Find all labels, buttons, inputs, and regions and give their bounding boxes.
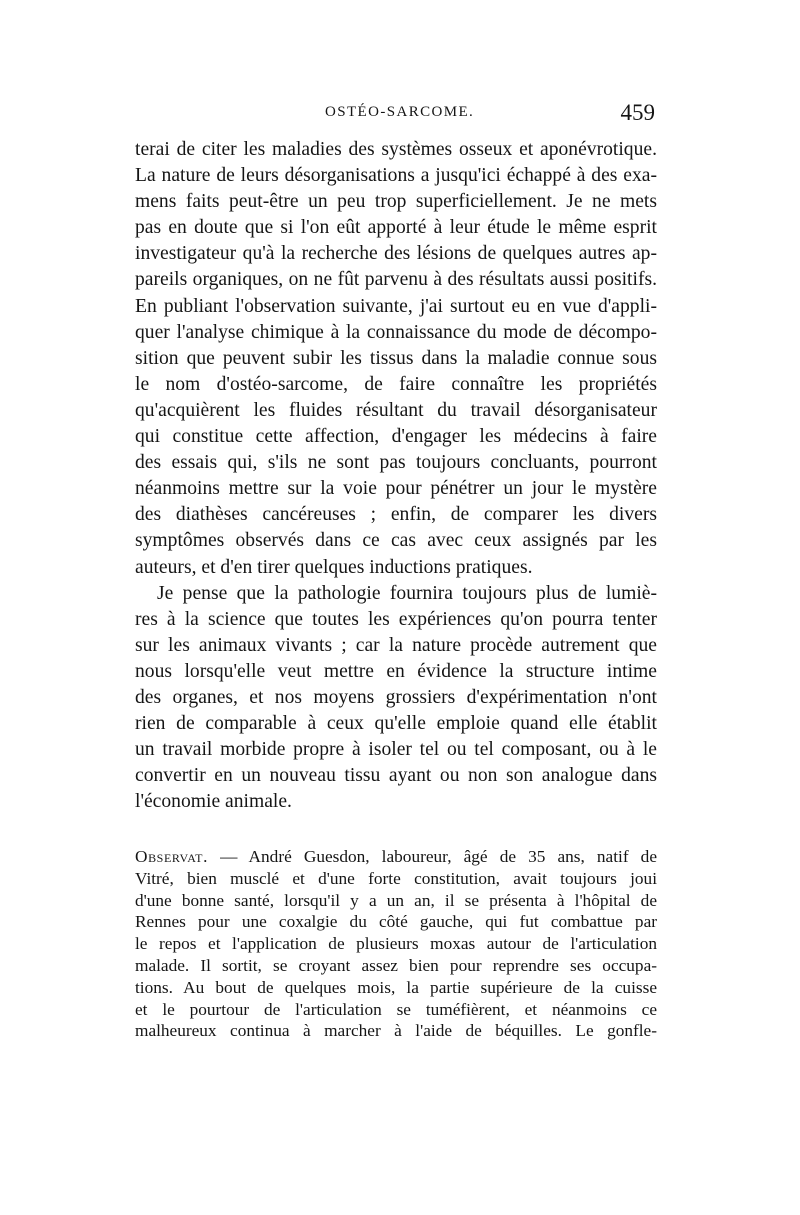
observation-first-line bbox=[135, 846, 657, 868]
observation-line: malheureux continua à marcher à l'aide de béquilles. Le gonfle- bbox=[135, 1021, 657, 1041]
text-line: mens faits peut-être un peu trop superficiellement. Je ne mets bbox=[135, 191, 657, 213]
text-line: terai de citer les maladies des systèmes osseux et aponévrotique. bbox=[135, 139, 657, 160]
observation-first-line-text: — André Guesdon, laboureur, âgé de 35 ans, natif de bbox=[208, 847, 657, 866]
text-line: auteurs, et d'en tirer quelques inductions pratiques. bbox=[135, 556, 533, 578]
text-line: res à la science que toutes les expériences qu'on pourra tenter bbox=[135, 608, 657, 630]
observation-line: tions. Au bout de quelques mois, la partie supérieure de la cuisse bbox=[135, 977, 657, 997]
running-header bbox=[135, 100, 657, 130]
text-line: un travail morbide propre à isoler tel ou tel composant, ou à le bbox=[135, 739, 657, 761]
observation-line: malade. Il sortit, se croyant assez bien pour reprendre ses occupa- bbox=[135, 955, 657, 975]
observation-line: Vitré, bien musclé et d'une forte constitution, avait toujours joui bbox=[135, 868, 657, 888]
text-line: qui constitue cette affection, d'engager les médecins à faire bbox=[135, 426, 657, 448]
text-line: En publiant l'observation suivante, j'ai surtout eu en vue d'appli- bbox=[135, 295, 657, 317]
text-line: néanmoins mettre sur la voie pour pénétrer un jour le mystère bbox=[135, 478, 657, 500]
running-title: OSTÉO-SARCOME. bbox=[325, 104, 475, 120]
text-line: quer l'analyse chimique à la connaissance du mode de décompo- bbox=[135, 321, 657, 343]
text-line: qu'acquièrent les fluides résultant du travail désorganisateur bbox=[135, 399, 657, 421]
text-line: des diathèses cancéreuses ; enfin, de comparer les divers bbox=[135, 504, 657, 526]
text-line: pas en doute que si l'on eût apporté à leur étude le même esprit bbox=[135, 217, 657, 239]
text-line: l'économie animale. bbox=[135, 791, 292, 813]
text-line: La nature de leurs désorganisations a jusqu'ici échappé à des exa- bbox=[135, 165, 657, 187]
text-line: sur les animaux vivants ; car la nature procède autrement que bbox=[135, 634, 657, 656]
text-line: pareils organiques, on ne fût parvenu à des résultats aussi positifs. bbox=[135, 269, 657, 291]
observation-line: le repos et l'application de plusieurs moxas autour de l'articulation bbox=[135, 934, 657, 954]
observation-block bbox=[135, 846, 657, 1042]
text-line: nous lorsqu'elle veut mettre en évidence la structure intime bbox=[135, 660, 657, 682]
text-line: rien de comparable à ceux qu'elle emploie quand elle établit bbox=[135, 713, 657, 735]
text-line: convertir en un nouveau tissu ayant ou non son analogue dans bbox=[135, 765, 657, 787]
text-line: investigateur qu'à la recherche des lésions de quelques autres ap- bbox=[135, 243, 657, 265]
paragraph-start-line: Je pense que la pathologie fournira toujours plus de lumiè- bbox=[157, 582, 657, 604]
observation-label: Observat. bbox=[135, 847, 209, 866]
observation-line: Rennes pour une coxalgie du côté gauche, qui fut combattue par bbox=[135, 912, 657, 932]
observation-line: et le pourtour de l'articulation se tuméfièrent, et néanmoins ce bbox=[135, 999, 657, 1019]
text-line: le nom d'ostéo-sarcome, de faire connaître les propriétés bbox=[135, 373, 657, 395]
text-line: des essais qui, s'ils ne sont pas toujours concluants, pourront bbox=[135, 452, 657, 474]
text-line: des organes, et nos moyens grossiers d'expérimentation n'ont bbox=[135, 686, 657, 708]
observation-line: d'une bonne santé, lorsqu'il y a un an, il se présenta à l'hôpital de bbox=[135, 890, 657, 910]
body-text bbox=[135, 137, 657, 815]
text-line: symptômes observés dans ce cas avec ceux assignés par les bbox=[135, 530, 657, 552]
page-number: 459 bbox=[620, 100, 655, 125]
text-line: sition que peuvent subir les tissus dans la maladie connue sous bbox=[135, 347, 657, 369]
